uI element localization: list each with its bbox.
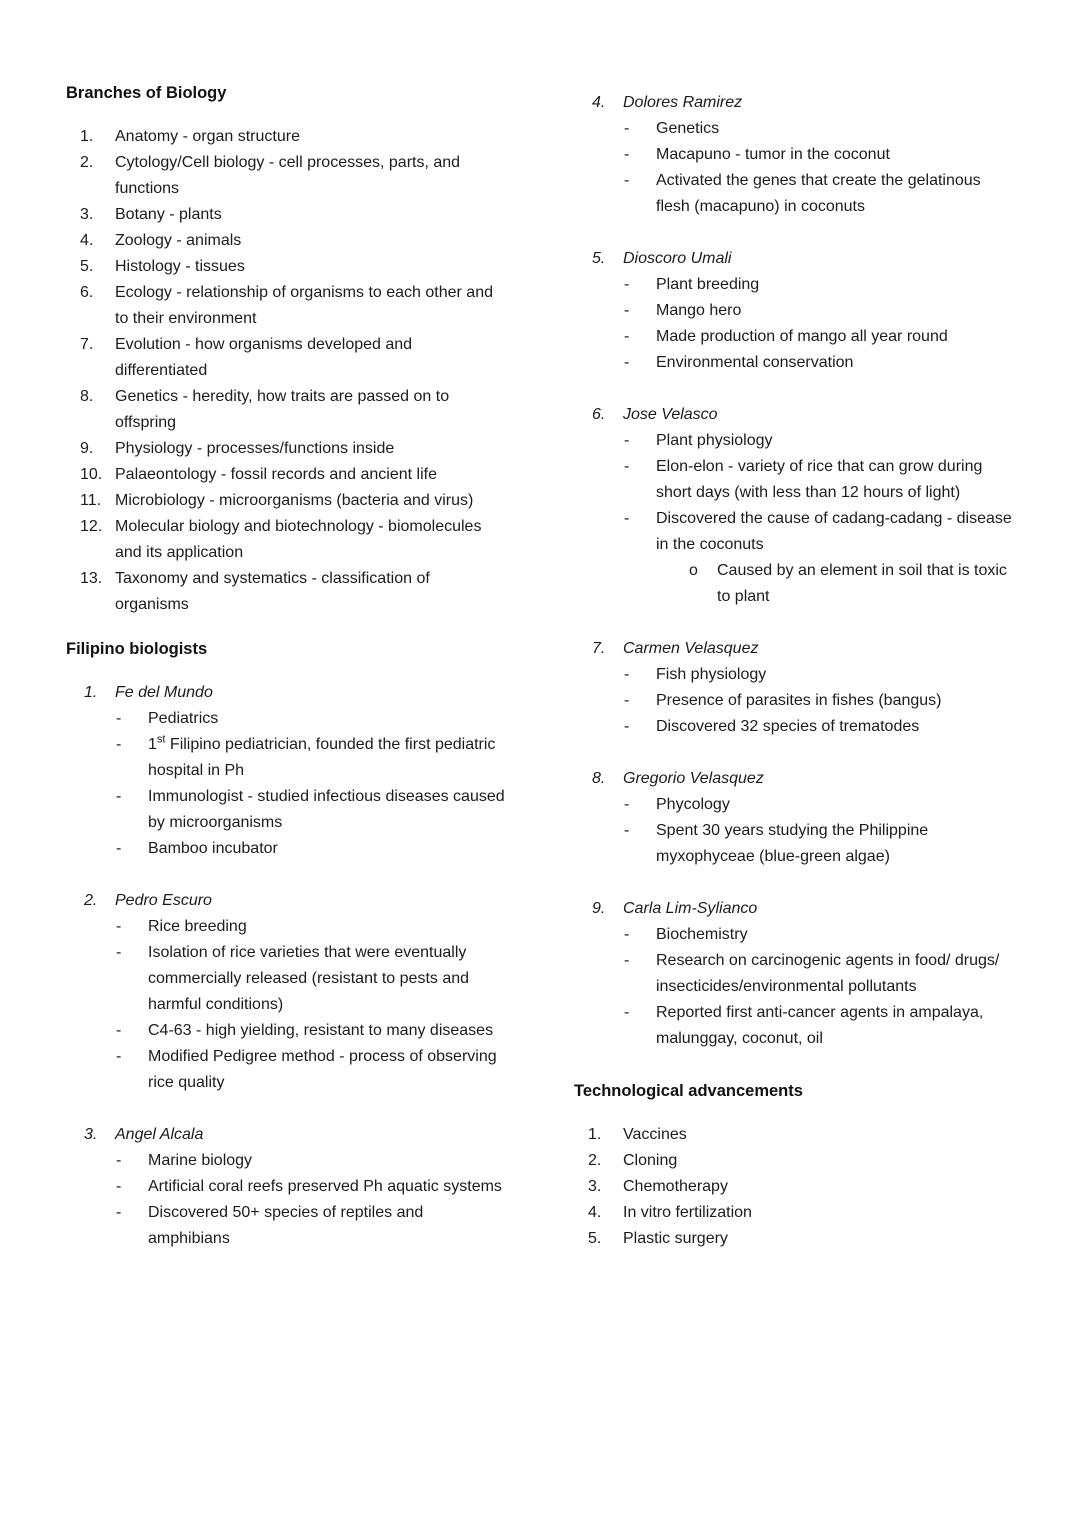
item-number: 13. — [80, 570, 103, 587]
bullet-text: Discovered 32 species of trematodes — [656, 718, 920, 735]
dash-bullet: - — [624, 510, 630, 527]
dash-bullet: - — [624, 328, 630, 345]
biologist-name-row — [574, 90, 1014, 116]
biologist-name: Pedro Escuro — [115, 892, 212, 909]
item-number: 8. — [80, 388, 94, 405]
item-text: Ecology - relationship of organisms to each other and to their environment — [115, 284, 493, 327]
entry-number: 9. — [592, 900, 606, 917]
branch-item — [66, 124, 506, 150]
biologist-entry — [574, 246, 1014, 376]
biologist-entry — [574, 636, 1014, 740]
dash-bullet: - — [116, 736, 122, 753]
bullet-text: Isolation of rice varieties that were eventually commercially released (resistant to pests and harmful conditions) — [148, 944, 470, 1013]
bullet-point — [66, 1044, 506, 1096]
biologist-name: Fe del Mundo — [115, 684, 213, 701]
item-number: 3. — [588, 1178, 602, 1195]
right-column — [574, 80, 1014, 1486]
item-text: Histology - tissues — [115, 258, 245, 275]
bullet-point — [574, 662, 1014, 688]
entry-number: 4. — [592, 94, 606, 111]
tech-item — [574, 1174, 1014, 1200]
item-number: 5. — [588, 1230, 602, 1247]
bullet-text: Plant breeding — [656, 276, 760, 293]
bullet-text: Elon-elon - variety of rice that can grow during short days (with less than 12 hours of light) — [656, 458, 983, 501]
bullet-point — [574, 350, 1014, 376]
biologist-name-row — [66, 1122, 506, 1148]
biologist-name: Dolores Ramirez — [623, 94, 743, 111]
item-number: 9. — [80, 440, 94, 457]
branch-item — [66, 332, 506, 384]
item-number: 4. — [80, 232, 94, 249]
biologist-entry — [66, 1122, 506, 1252]
bullet-text: Plant physiology — [656, 432, 773, 449]
item-text: Vaccines — [623, 1126, 687, 1143]
branch-item — [66, 462, 506, 488]
biologist-name-row — [574, 766, 1014, 792]
bullet-point — [574, 506, 1014, 558]
dash-bullet: - — [116, 918, 122, 935]
biologist-entry — [574, 402, 1014, 610]
biologist-entry — [66, 680, 506, 862]
dash-bullet: - — [116, 710, 122, 727]
sub-bullet-text: Caused by an element in soil that is toxic to plant — [717, 562, 1007, 605]
bullet-point — [574, 792, 1014, 818]
item-number: 3. — [80, 206, 94, 223]
dash-bullet: - — [624, 796, 630, 813]
dash-bullet: - — [116, 944, 122, 961]
item-text: Cloning — [623, 1152, 678, 1169]
dash-bullet: - — [116, 1178, 122, 1195]
entry-number: 5. — [592, 250, 606, 267]
bullet-point — [66, 940, 506, 1018]
item-text: Molecular biology and biotechnology - biomolecules and its application — [115, 518, 482, 561]
bullet-text: Artificial coral reefs preserved Ph aquatic systems — [148, 1178, 502, 1195]
dash-bullet: - — [116, 1048, 122, 1065]
branch-item — [66, 566, 506, 618]
biologist-name-row — [66, 680, 506, 706]
bullet-text: Made production of mango all year round — [656, 328, 948, 345]
circle-bullet: o — [689, 562, 698, 579]
bullet-text: Macapuno - tumor in the coconut — [656, 146, 890, 163]
bullet-point — [574, 454, 1014, 506]
item-text: Taxonomy and systematics - classification of organisms — [115, 570, 430, 613]
bullet-point — [574, 714, 1014, 740]
biologist-name-row — [574, 636, 1014, 662]
dash-bullet: - — [624, 718, 630, 735]
item-text: In vitro fertilization — [623, 1204, 752, 1221]
item-number: 10. — [80, 466, 103, 483]
branch-item — [66, 514, 506, 566]
bullet-text: Fish physiology — [656, 666, 767, 683]
item-text: Zoology - animals — [115, 232, 242, 249]
bullet-point — [574, 324, 1014, 350]
bullet-text: Rice breeding — [148, 918, 247, 935]
bullet-point — [66, 784, 506, 836]
entry-number: 8. — [592, 770, 606, 787]
dash-bullet: - — [624, 952, 630, 969]
biologist-entry — [574, 896, 1014, 1052]
bullet-text: Phycology — [656, 796, 730, 813]
biologist-name: Carmen Velasquez — [623, 640, 759, 657]
biologist-name: Angel Alcala — [115, 1126, 204, 1143]
item-number: 11. — [80, 492, 102, 509]
bullet-point — [66, 706, 506, 732]
item-text: Palaeontology - fossil records and ancient life — [115, 466, 437, 483]
bullet-text: Biochemistry — [656, 926, 748, 943]
dash-bullet: - — [624, 172, 630, 189]
bullet-text: 1st Filipino pediatrician, founded the first pediatric hospital in Ph — [148, 733, 496, 779]
dash-bullet: - — [116, 1152, 122, 1169]
entry-number: 6. — [592, 406, 606, 423]
bullet-point — [574, 428, 1014, 454]
biologist-entry — [574, 766, 1014, 870]
item-text: Plastic surgery — [623, 1230, 728, 1247]
branches-list — [66, 124, 506, 618]
tech-item — [574, 1226, 1014, 1252]
tech-item — [574, 1122, 1014, 1148]
entry-number: 1. — [84, 684, 98, 701]
bullet-point — [66, 1018, 506, 1044]
bullet-point — [574, 298, 1014, 324]
tech-list — [574, 1122, 1014, 1252]
item-text: Cytology/Cell biology - cell processes, parts, and functions — [115, 154, 461, 197]
item-text: Physiology - processes/functions inside — [115, 440, 395, 457]
branch-item — [66, 384, 506, 436]
left-column — [66, 80, 506, 1486]
section-heading-branches: Branches of Biology — [66, 84, 227, 102]
biologist-entry — [574, 90, 1014, 220]
bullet-text: Spent 30 years studying the Philippine myxophyceae (blue-green algae) — [656, 822, 929, 865]
item-number: 2. — [80, 154, 94, 171]
branch-item — [66, 150, 506, 202]
branch-item — [66, 280, 506, 332]
dash-bullet: - — [624, 926, 630, 943]
dash-bullet: - — [624, 458, 630, 475]
bullet-text: Environmental conservation — [656, 354, 854, 371]
bullet-point — [66, 732, 506, 784]
dash-bullet: - — [116, 788, 122, 805]
dash-bullet: - — [624, 432, 630, 449]
branch-item — [66, 488, 506, 514]
item-number: 1. — [588, 1126, 602, 1143]
biologist-name-row — [66, 888, 506, 914]
bullet-text: Bamboo incubator — [148, 840, 278, 857]
bullet-point — [574, 142, 1014, 168]
dash-bullet: - — [116, 1204, 122, 1221]
dash-bullet: - — [624, 146, 630, 163]
bullet-text: Marine biology — [148, 1152, 253, 1169]
entry-number: 3. — [84, 1126, 98, 1143]
bullet-point — [66, 1174, 506, 1200]
branch-item — [66, 228, 506, 254]
item-text: Evolution - how organisms developed and differentiated — [115, 336, 413, 379]
bullet-text: Discovered the cause of cadang-cadang - disease in the coconuts — [656, 510, 1012, 553]
dash-bullet: - — [624, 1004, 630, 1021]
item-text: Botany - plants — [115, 206, 222, 223]
bullet-text: Mango hero — [656, 302, 742, 319]
item-number: 1. — [80, 128, 94, 145]
bullet-point — [574, 948, 1014, 1000]
section-heading-biologists: Filipino biologists — [66, 640, 208, 658]
bullet-text: Activated the genes that create the gelatinous flesh (macapuno) in coconuts — [656, 172, 981, 215]
item-number: 5. — [80, 258, 94, 275]
bullet-text: Research on carcinogenic agents in food/ drugs/ insecticides/environmental pollutants — [656, 952, 1000, 995]
branch-item — [66, 254, 506, 280]
biologist-name-row — [574, 246, 1014, 272]
dash-bullet: - — [624, 354, 630, 371]
bullet-point — [574, 272, 1014, 298]
bullet-point — [574, 116, 1014, 142]
bullet-point — [66, 1200, 506, 1252]
item-text: Genetics - heredity, how traits are passed on to offspring — [115, 388, 450, 431]
sub-bullet-point — [574, 558, 1014, 610]
item-text: Chemotherapy — [623, 1178, 728, 1195]
bullet-point — [574, 922, 1014, 948]
dash-bullet: - — [624, 692, 630, 709]
biologist-name-row — [574, 402, 1014, 428]
section-heading-tech: Technological advancements — [574, 1082, 803, 1100]
bullet-point — [66, 836, 506, 862]
biologist-name-row — [574, 896, 1014, 922]
dash-bullet: - — [624, 666, 630, 683]
biologists-list-left — [66, 680, 506, 1252]
biologist-name: Gregorio Velasquez — [623, 770, 764, 787]
item-number: 2. — [588, 1152, 602, 1169]
bullet-text: Reported first anti-cancer agents in ampalaya, malunggay, coconut, oil — [656, 1004, 984, 1047]
bullet-text: Presence of parasites in fishes (bangus) — [656, 692, 942, 709]
bullet-point — [574, 168, 1014, 220]
bullet-text: Discovered 50+ species of reptiles and amphibians — [148, 1204, 424, 1247]
bullet-text: Immunologist - studied infectious diseases caused by microorganisms — [148, 788, 505, 831]
dash-bullet: - — [624, 302, 630, 319]
biologist-name: Dioscoro Umali — [623, 250, 732, 267]
entry-number: 7. — [592, 640, 606, 657]
biologists-list-right — [574, 90, 1014, 1052]
branch-item — [66, 436, 506, 462]
dash-bullet: - — [116, 840, 122, 857]
branch-item — [66, 202, 506, 228]
bullet-point — [574, 688, 1014, 714]
bullet-point — [574, 1000, 1014, 1052]
dash-bullet: - — [624, 276, 630, 293]
bullet-text: Genetics — [656, 120, 720, 137]
item-number: 12. — [80, 518, 103, 535]
biologist-name: Carla Lim-Sylianco — [623, 900, 758, 917]
dash-bullet: - — [116, 1022, 122, 1039]
item-number: 7. — [80, 336, 94, 353]
bullet-text: C4-63 - high yielding, resistant to many diseases — [148, 1022, 494, 1039]
bullet-point — [66, 1148, 506, 1174]
bullet-point — [66, 914, 506, 940]
item-number: 6. — [80, 284, 94, 301]
biologist-name: Jose Velasco — [623, 406, 718, 423]
biologist-entry — [66, 888, 506, 1096]
item-text: Microbiology - microorganisms (bacteria and virus) — [115, 492, 474, 509]
item-number: 4. — [588, 1204, 602, 1221]
entry-number: 2. — [84, 892, 98, 909]
dash-bullet: - — [624, 120, 630, 137]
tech-item — [574, 1148, 1014, 1174]
bullet-text: Modified Pedigree method - process of observing rice quality — [148, 1048, 497, 1091]
bullet-point — [574, 818, 1014, 870]
bullet-text: Pediatrics — [148, 710, 219, 727]
item-text: Anatomy - organ structure — [115, 128, 300, 145]
tech-item — [574, 1200, 1014, 1226]
dash-bullet: - — [624, 822, 630, 839]
